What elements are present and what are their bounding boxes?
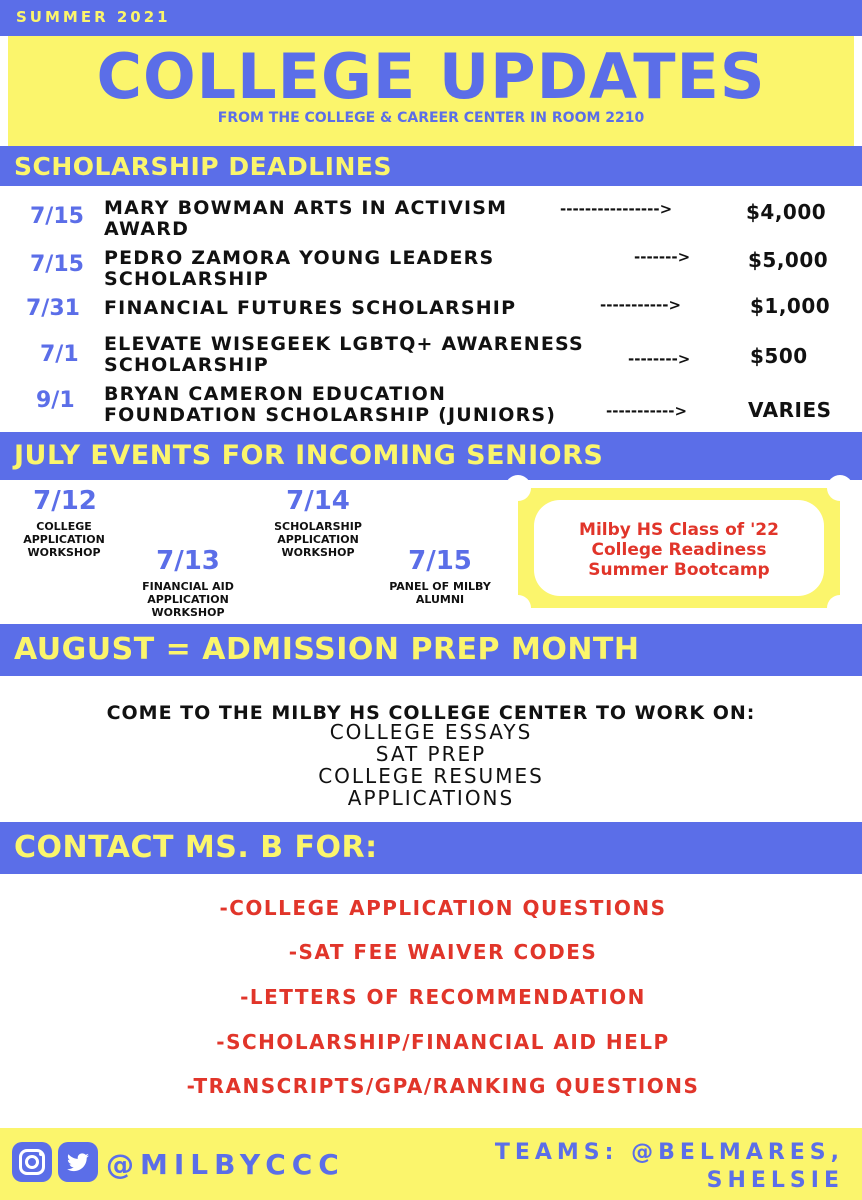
scholarship-name-line: FINANCIAL FUTURES SCHOLARSHIP [104,297,517,319]
bootcamp-line: Summer Bootcamp [588,560,770,580]
ticket-notch [827,475,853,501]
scholarship-date: 7/15 [30,204,84,229]
scholarship-name [104,384,556,426]
scholarship-amount: $5,000 [748,248,829,272]
scholarship-date: 9/1 [36,388,75,413]
contact-item: -TRANSCRIPTS/GPA/RANKING QUESTIONS [186,1074,700,1098]
event-label-line: APPLICATION [147,593,229,606]
ticket-notch [505,475,531,501]
scholarship-name [104,248,494,290]
scholarship-date: 7/15 [30,252,84,277]
scholarship-section-band [0,146,862,186]
event-label [12,520,116,559]
prep-item: SAT PREP [375,742,487,766]
event-label-line: ALUMNI [415,593,465,606]
page-subtitle: FROM THE COLLEGE & CAREER CENTER IN ROOM 2210 [217,110,645,126]
event-label-line: WORKSHOP [27,546,101,559]
scholarship-amount: $1,000 [750,294,831,318]
scholarship-row [0,246,862,294]
header [8,36,854,146]
bootcamp-line: Milby HS Class of '22 [579,520,779,540]
contact-item: -LETTERS OF RECOMMENDATION [240,985,646,1009]
contact-heading: CONTACT MS. B FOR: [14,830,378,865]
events-section-band [0,432,862,480]
scholarship-name-line: MARY BOWMAN ARTS IN ACTIVISM [104,197,508,219]
contact-item: -SCHOLARSHIP/FINANCIAL AID HELP [216,1030,670,1054]
event-label [258,520,378,559]
contact-section-band [0,822,862,874]
event-label-line: PANEL OF MILBY [389,580,491,593]
twitter-icon[interactable] [58,1142,98,1182]
scholarship-name [104,198,507,240]
scholarship-arrow: --------> [628,350,691,368]
event-label [128,580,248,619]
instagram-icon-lens [25,1155,39,1169]
scholarship-arrow: -----------> [600,296,682,314]
event-label-line: APPLICATION [277,533,359,546]
scholarship-date: 7/1 [40,342,79,367]
scholarship-name-line: SCHOLARSHIP [104,354,269,376]
prep-item: COLLEGE RESUMES [318,764,544,788]
page-title: COLLEGE UPDATES [96,40,766,113]
event-label-line: COLLEGE [36,520,92,533]
event-label-line: APPLICATION [23,533,105,546]
scholarship-amount: $4,000 [746,200,827,224]
event-label-line: SCHOLARSHIP [274,520,362,533]
event-label-line: FINANCIAL AID [142,580,234,593]
bootcamp-text [534,520,824,580]
teams-line: SHELSIE [706,1168,844,1193]
scholarship-name-line: SCHOLARSHIP [104,268,269,290]
ticket-notch [827,595,853,621]
event-date: 7/14 [286,486,350,516]
scholarship-name-line: ELEVATE WISEGEEK LGBTQ+ AWARENESS [104,333,584,355]
event-label [378,580,502,606]
prep-section-band [0,624,862,676]
scholarship-arrow: -------> [634,248,691,266]
events-heading: JULY EVENTS FOR INCOMING SENIORS [14,440,604,471]
scholarship-name-line: BRYAN CAMERON EDUCATION [104,383,447,405]
scholarship-name-line: AWARD [104,218,190,240]
prep-heading: AUGUST = ADMISSION PREP MONTH [14,632,640,667]
scholarship-arrow: -----------> [606,402,688,420]
scholarship-row [0,196,862,244]
scholarship-row [0,332,862,382]
twitter-bird-glyph [58,1142,98,1182]
instagram-icon[interactable] [12,1142,52,1182]
scholarship-name [104,334,584,376]
event-date: 7/15 [408,546,472,576]
scholarship-date: 7/31 [26,296,80,321]
event-date: 7/13 [156,546,220,576]
bootcamp-line: College Readiness [591,540,767,560]
scholarship-name-line: PEDRO ZAMORA YOUNG LEADERS [104,247,495,269]
contact-item: -SAT FEE WAIVER CODES [288,940,598,964]
scholarship-arrow: ----------------> [560,200,673,218]
social-handle[interactable]: @MILBYCCC [106,1148,345,1181]
teams-line: TEAMS: @BELMARES, [494,1140,844,1165]
bootcamp-ticket [518,488,840,608]
event-date: 7/12 [33,486,97,516]
scholarship-amount: $500 [750,344,808,368]
scholarship-name-line: FOUNDATION SCHOLARSHIP (JUNIORS) [104,404,557,426]
scholarship-row [0,294,862,326]
scholarship-row [0,384,862,432]
scholarship-amount: VARIES [748,398,832,422]
scholarship-heading: SCHOLARSHIP DEADLINES [14,152,392,181]
season-label: SUMMER 2021 [16,8,171,26]
instagram-icon-dot [39,1152,43,1156]
prep-item: APPLICATIONS [347,786,515,810]
prep-lead: COME TO THE MILBY HS COLLEGE CENTER TO WORK ON: [106,702,756,724]
footer [0,1128,862,1200]
event-label-line: WORKSHOP [281,546,355,559]
scholarship-name [104,298,516,319]
bootcamp-ticket-inner [534,500,824,596]
top-bar [0,0,862,36]
event-label-line: WORKSHOP [151,606,225,619]
prep-item: COLLEGE ESSAYS [329,720,533,744]
contact-item: -COLLEGE APPLICATION QUESTIONS [219,896,667,920]
ticket-notch [505,595,531,621]
